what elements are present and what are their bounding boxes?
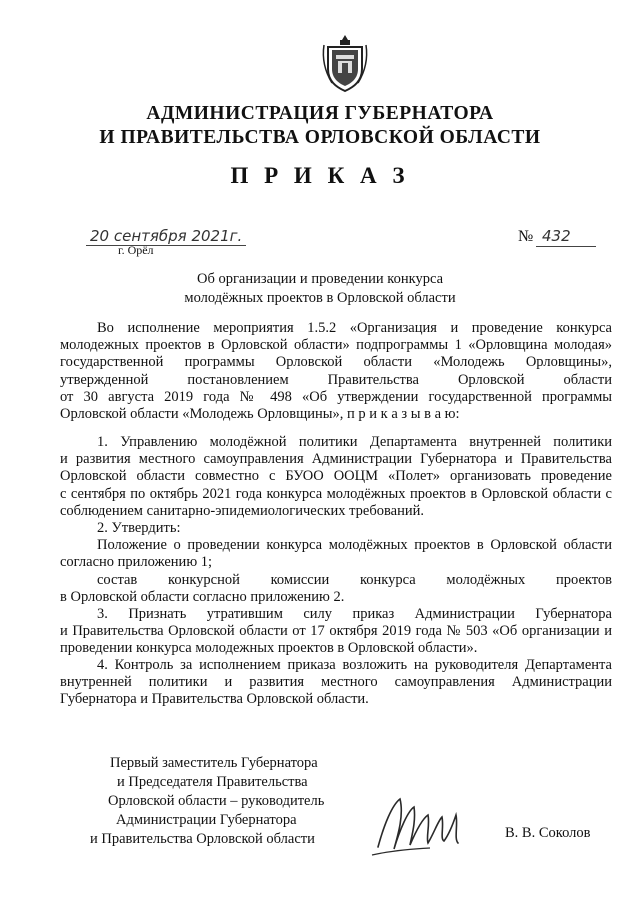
signatory-line: и Председателя Правительства [117, 774, 308, 790]
item-4-line: внутренней политики и развития местного самоуправления Администрации [60, 674, 612, 691]
item-2b-line: в Орловской области согласно приложению 2. [60, 588, 345, 605]
item-1-line: соблюдением санитарно-эпидемиологических требований. [60, 502, 424, 519]
item-2a-line: Положение о проведении конкурса молодёжных проектов в Орловской области [97, 537, 612, 554]
number-value: 432 [542, 227, 571, 245]
item-3-line: и Правительства Орловской области от 17 октября 2019 года № 503 «Об организации и [60, 623, 612, 640]
item-4-line: Губернатора и Правительства Орловской области. [60, 691, 369, 708]
date-field [86, 227, 246, 246]
preamble-line: Во исполнение мероприятия 1.5.2 «Организация и проведение конкурса [97, 320, 612, 336]
item-1-line: Орловской области совместно с БУОО ООЦМ «Полет» организовать проведение [60, 468, 612, 485]
item-3-line: проведении конкурса молодежных проектов в Орловской области». [60, 640, 478, 657]
signatory-line: и Правительства Орловской области [90, 831, 315, 847]
item-3 [60, 606, 612, 658]
header-line-1: АДМИНИСТРАЦИЯ ГУБЕРНАТОРА [146, 103, 494, 124]
coat-of-arms-icon [320, 33, 370, 93]
item-1-line: 1. Управлению молодёжной политики Департамента внутренней политики [97, 434, 612, 450]
handwritten-signature [370, 785, 480, 865]
item-3-line: 3. Признать утратившим силу приказ Администрации Губернатора [97, 606, 612, 622]
item-1-line: и развития местного самоуправления Администрации Губернатора и Правительства [60, 451, 612, 468]
signatory-line: Администрации Губернатора [116, 812, 297, 828]
city-label: г. Орёл [118, 243, 154, 257]
preamble-line: от 30 августа 2019 года № 498 «Об утверждении государственной программы [60, 388, 612, 405]
preamble-line: утвержденной постановлением Правительства Орловской области [60, 371, 612, 388]
preamble-line: молодежных проектов в Орловской области» подпрограммы 1 «Орловщина молодая» [60, 337, 612, 354]
item-1-line: с сентября по октябрь 2021 года конкурса молодёжных проектов в Орловской области с [60, 485, 612, 502]
item-1 [60, 434, 612, 520]
item-2a-line: согласно приложению 1; [60, 554, 213, 571]
document-type: П Р И К А З [230, 163, 410, 188]
signatory-line: Орловской области – руководитель [108, 793, 325, 809]
preamble-line: государственной программы Орловской области «Молодежь Орловщины», [60, 354, 612, 371]
preamble [60, 320, 612, 423]
subject-line-2: молодёжных проектов в Орловской области [184, 290, 456, 306]
item-2b-line: состав конкурсной комиссии конкурса молодёжных проектов [97, 571, 612, 588]
number-field [536, 227, 596, 247]
subject [0, 270, 640, 308]
item-4 [60, 657, 612, 709]
item-2-title: 2. Утвердить: [97, 520, 181, 536]
preamble-line: Орловской области «Молодежь Орловщины», п р и к а з ы в а ю: [60, 406, 460, 423]
date-value: 20 сентября 2021г. [86, 227, 246, 246]
signatory-line: Первый заместитель Губернатора [110, 755, 318, 771]
item-4-line: 4. Контроль за исполнением приказа возложить на руководителя Департамента [97, 657, 612, 673]
header-line-2: И ПРАВИТЕЛЬСТВА ОРЛОВСКОЙ ОБЛАСТИ [99, 127, 541, 148]
subject-line-1: Об организации и проведении конкурса [196, 271, 444, 287]
number-label: № [518, 228, 534, 245]
signatory-name: В. В. Соколов [505, 825, 591, 841]
item-2 [60, 520, 612, 606]
